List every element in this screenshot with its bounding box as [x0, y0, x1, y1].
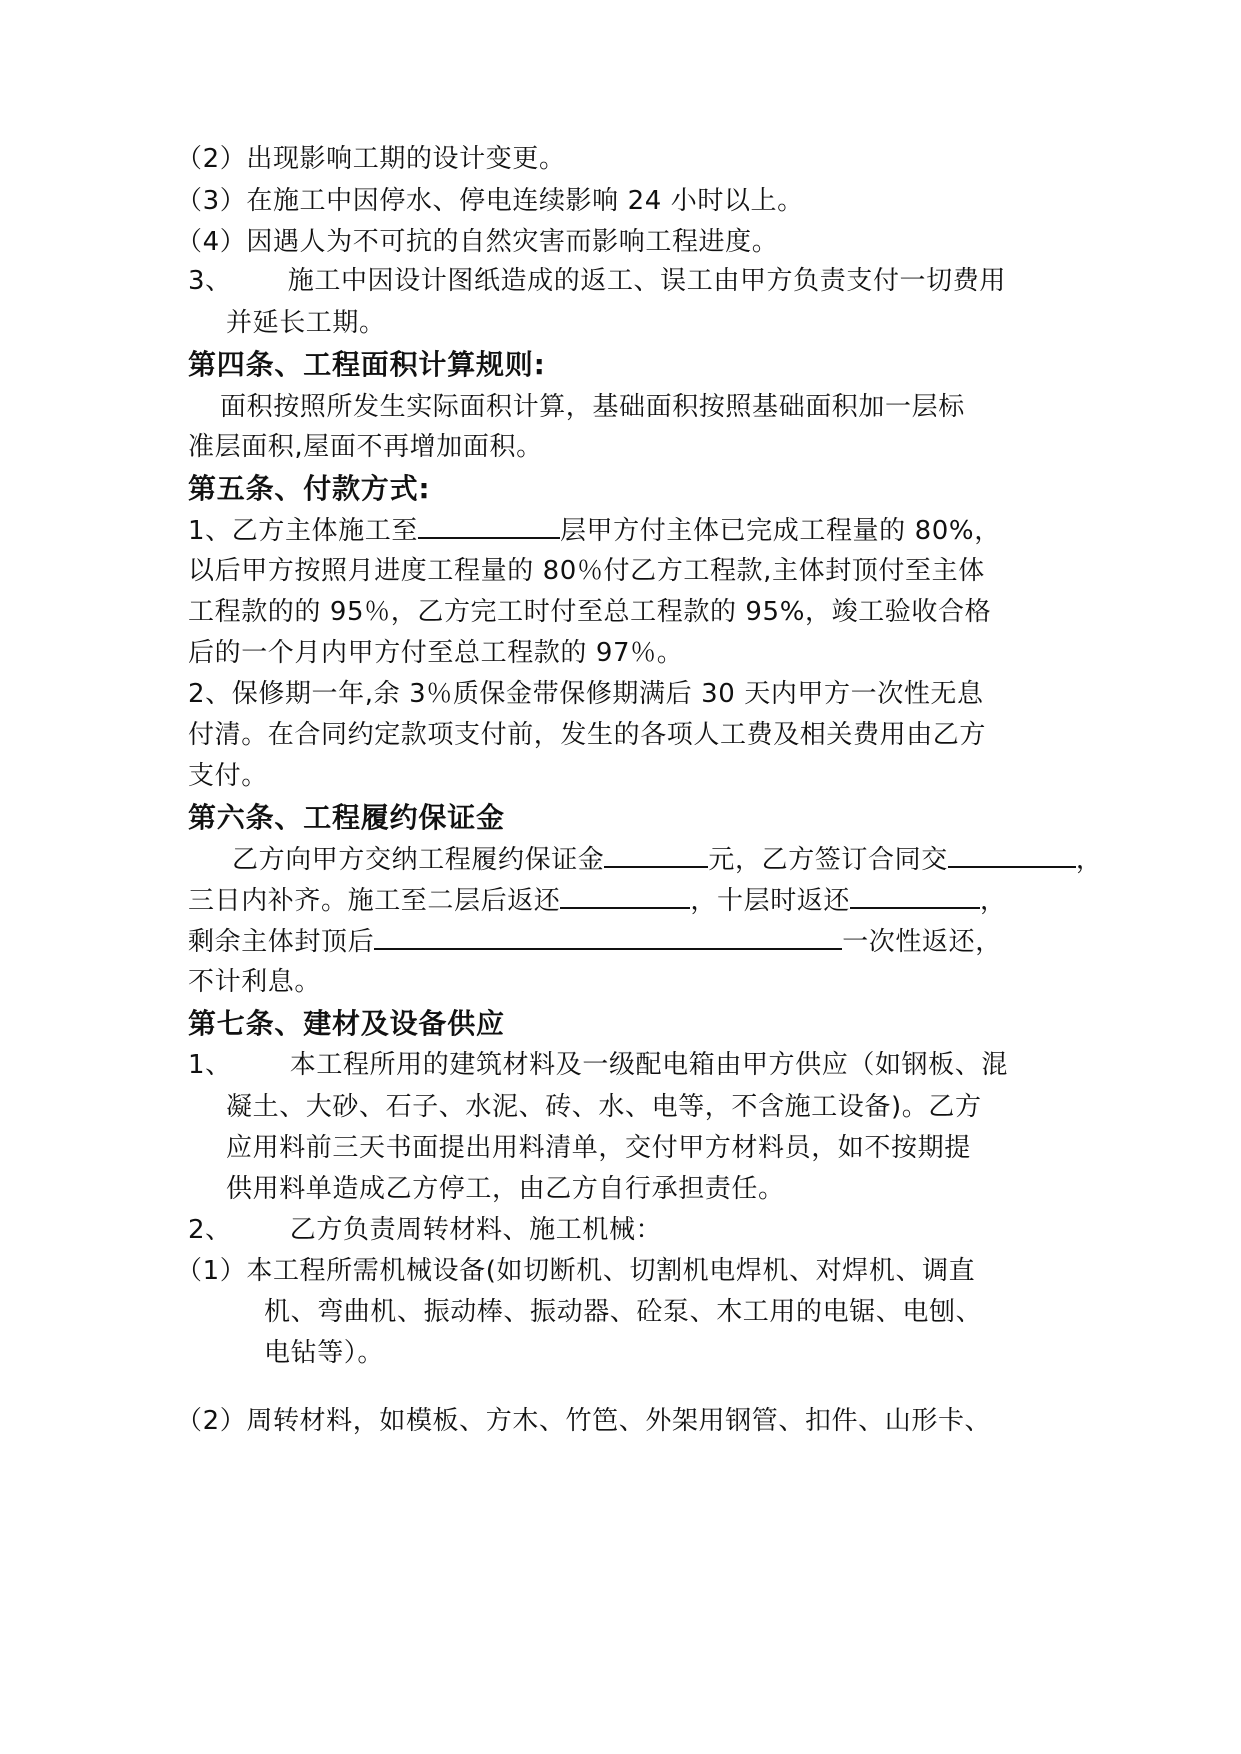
- payment-text: 层甲方付主体已完成工程量的 80%，: [559, 516, 1001, 546]
- clause-1-continuation: 凝土、大砂、石子、水泥、砖、水、电等，不含施工设备)。乙方: [226, 1092, 982, 1122]
- section-heading-4: 第四条、工程面积计算规则:: [188, 348, 546, 381]
- sub-item-1: （1）本工程所需机械设备(如切断机、切割机电焊机、对焊机、调直: [176, 1256, 976, 1286]
- sub-item-1-continuation: 机、弯曲机、振动棒、振动器、砼泵、木工用的电锯、电刨、: [264, 1297, 983, 1327]
- deposit-line-1: [232, 842, 1102, 877]
- blank-remaining-return[interactable]: [374, 924, 842, 950]
- clause-text: 本工程所用的建筑材料及一级配电箱由甲方供应（如钢板、混: [289, 1050, 1008, 1080]
- section-heading-5: 第五条、付款方式:: [188, 472, 431, 505]
- clause-number: 2、: [188, 1215, 232, 1245]
- deposit-text: ，: [980, 886, 1007, 916]
- paragraph-line: 付清。在合同约定款项支付前，发生的各项人工费及相关费用由乙方: [188, 720, 987, 750]
- clause-1-continuation: 应用料前三天书面提出用料清单，交付甲方材料员，如不按期提: [226, 1133, 971, 1163]
- clause-item-4: （4）因遇人为不可抗的自然灾害而影响工程进度。: [176, 227, 779, 257]
- deposit-text: 乙方向甲方交纳工程履约保证金: [232, 845, 605, 875]
- sub-item-2: （2）周转材料，如模板、方木、竹笆、外架用钢管、扣件、山形卡、: [176, 1406, 992, 1436]
- clause-3-line: [188, 264, 1006, 298]
- deposit-line-2: [188, 883, 1007, 918]
- blank-floor-field[interactable]: [418, 513, 560, 539]
- paragraph-line: 后的一个月内甲方付至总工程款的 97％。: [188, 638, 684, 668]
- paragraph-line: 以后甲方按照月进度工程量的 80％付乙方工程款,主体封顶付至主体: [188, 556, 985, 586]
- clause-3-continuation: 并延长工期。: [226, 308, 386, 338]
- sub-item-1-continuation: 电钻等）。: [264, 1338, 385, 1368]
- blank-deposit-paid[interactable]: [948, 842, 1076, 868]
- clause-2-line: [188, 1213, 662, 1247]
- section-heading-6: 第六条、工程履约保证金: [188, 801, 505, 834]
- deposit-text: 一次性返还，: [842, 927, 1002, 957]
- payment-line-1: [188, 513, 1001, 548]
- paragraph-line: 工程款的的 95％，乙方完工时付至总工程款的 95%，竣工验收合格: [188, 597, 992, 627]
- blank-return-tenth-floor[interactable]: [850, 883, 980, 909]
- deposit-text: 剩余主体封顶后: [188, 927, 375, 957]
- paragraph-line: 准层面积,屋面不再增加面积。: [188, 432, 543, 462]
- clause-1-line: [188, 1048, 1008, 1082]
- clause-item-3: （3）在施工中因停水、停电连续影响 24 小时以上。: [176, 186, 804, 216]
- blank-return-second-floor[interactable]: [560, 883, 690, 909]
- blank-deposit-amount[interactable]: [604, 842, 708, 868]
- paragraph-line: 面积按照所发生实际面积计算，基础面积按照基础面积加一层标: [220, 392, 965, 422]
- clause-number: 3、: [188, 266, 232, 296]
- deposit-text: 元，乙方签订合同交: [708, 845, 948, 875]
- clause-text: 乙方负责周转材料、施工机械：: [289, 1215, 663, 1245]
- clause-text: 施工中因设计图纸造成的返工、误工由甲方负责支付一切费用: [287, 266, 1006, 296]
- deposit-line-3: [188, 924, 1002, 959]
- deposit-text: ，: [1075, 845, 1103, 875]
- clause-item-2: （2）出现影响工期的设计变更。: [176, 144, 566, 174]
- clause-number: 1、: [188, 1050, 232, 1080]
- payment-text: 1、乙方主体施工至: [188, 516, 418, 546]
- deposit-text: 三日内补齐。施工至二层后返还: [188, 886, 561, 916]
- paragraph-line: 2、保修期一年,余 3％质保金带保修期满后 30 天内甲方一次性无息: [188, 679, 984, 709]
- deposit-text: ，十层时返还: [690, 886, 851, 916]
- section-heading-7: 第七条、建材及设备供应: [188, 1007, 505, 1040]
- paragraph-line: 支付。: [188, 761, 268, 791]
- clause-1-continuation: 供用料单造成乙方停工，由乙方自行承担责任。: [226, 1174, 785, 1204]
- paragraph-line: 不计利息。: [188, 967, 322, 997]
